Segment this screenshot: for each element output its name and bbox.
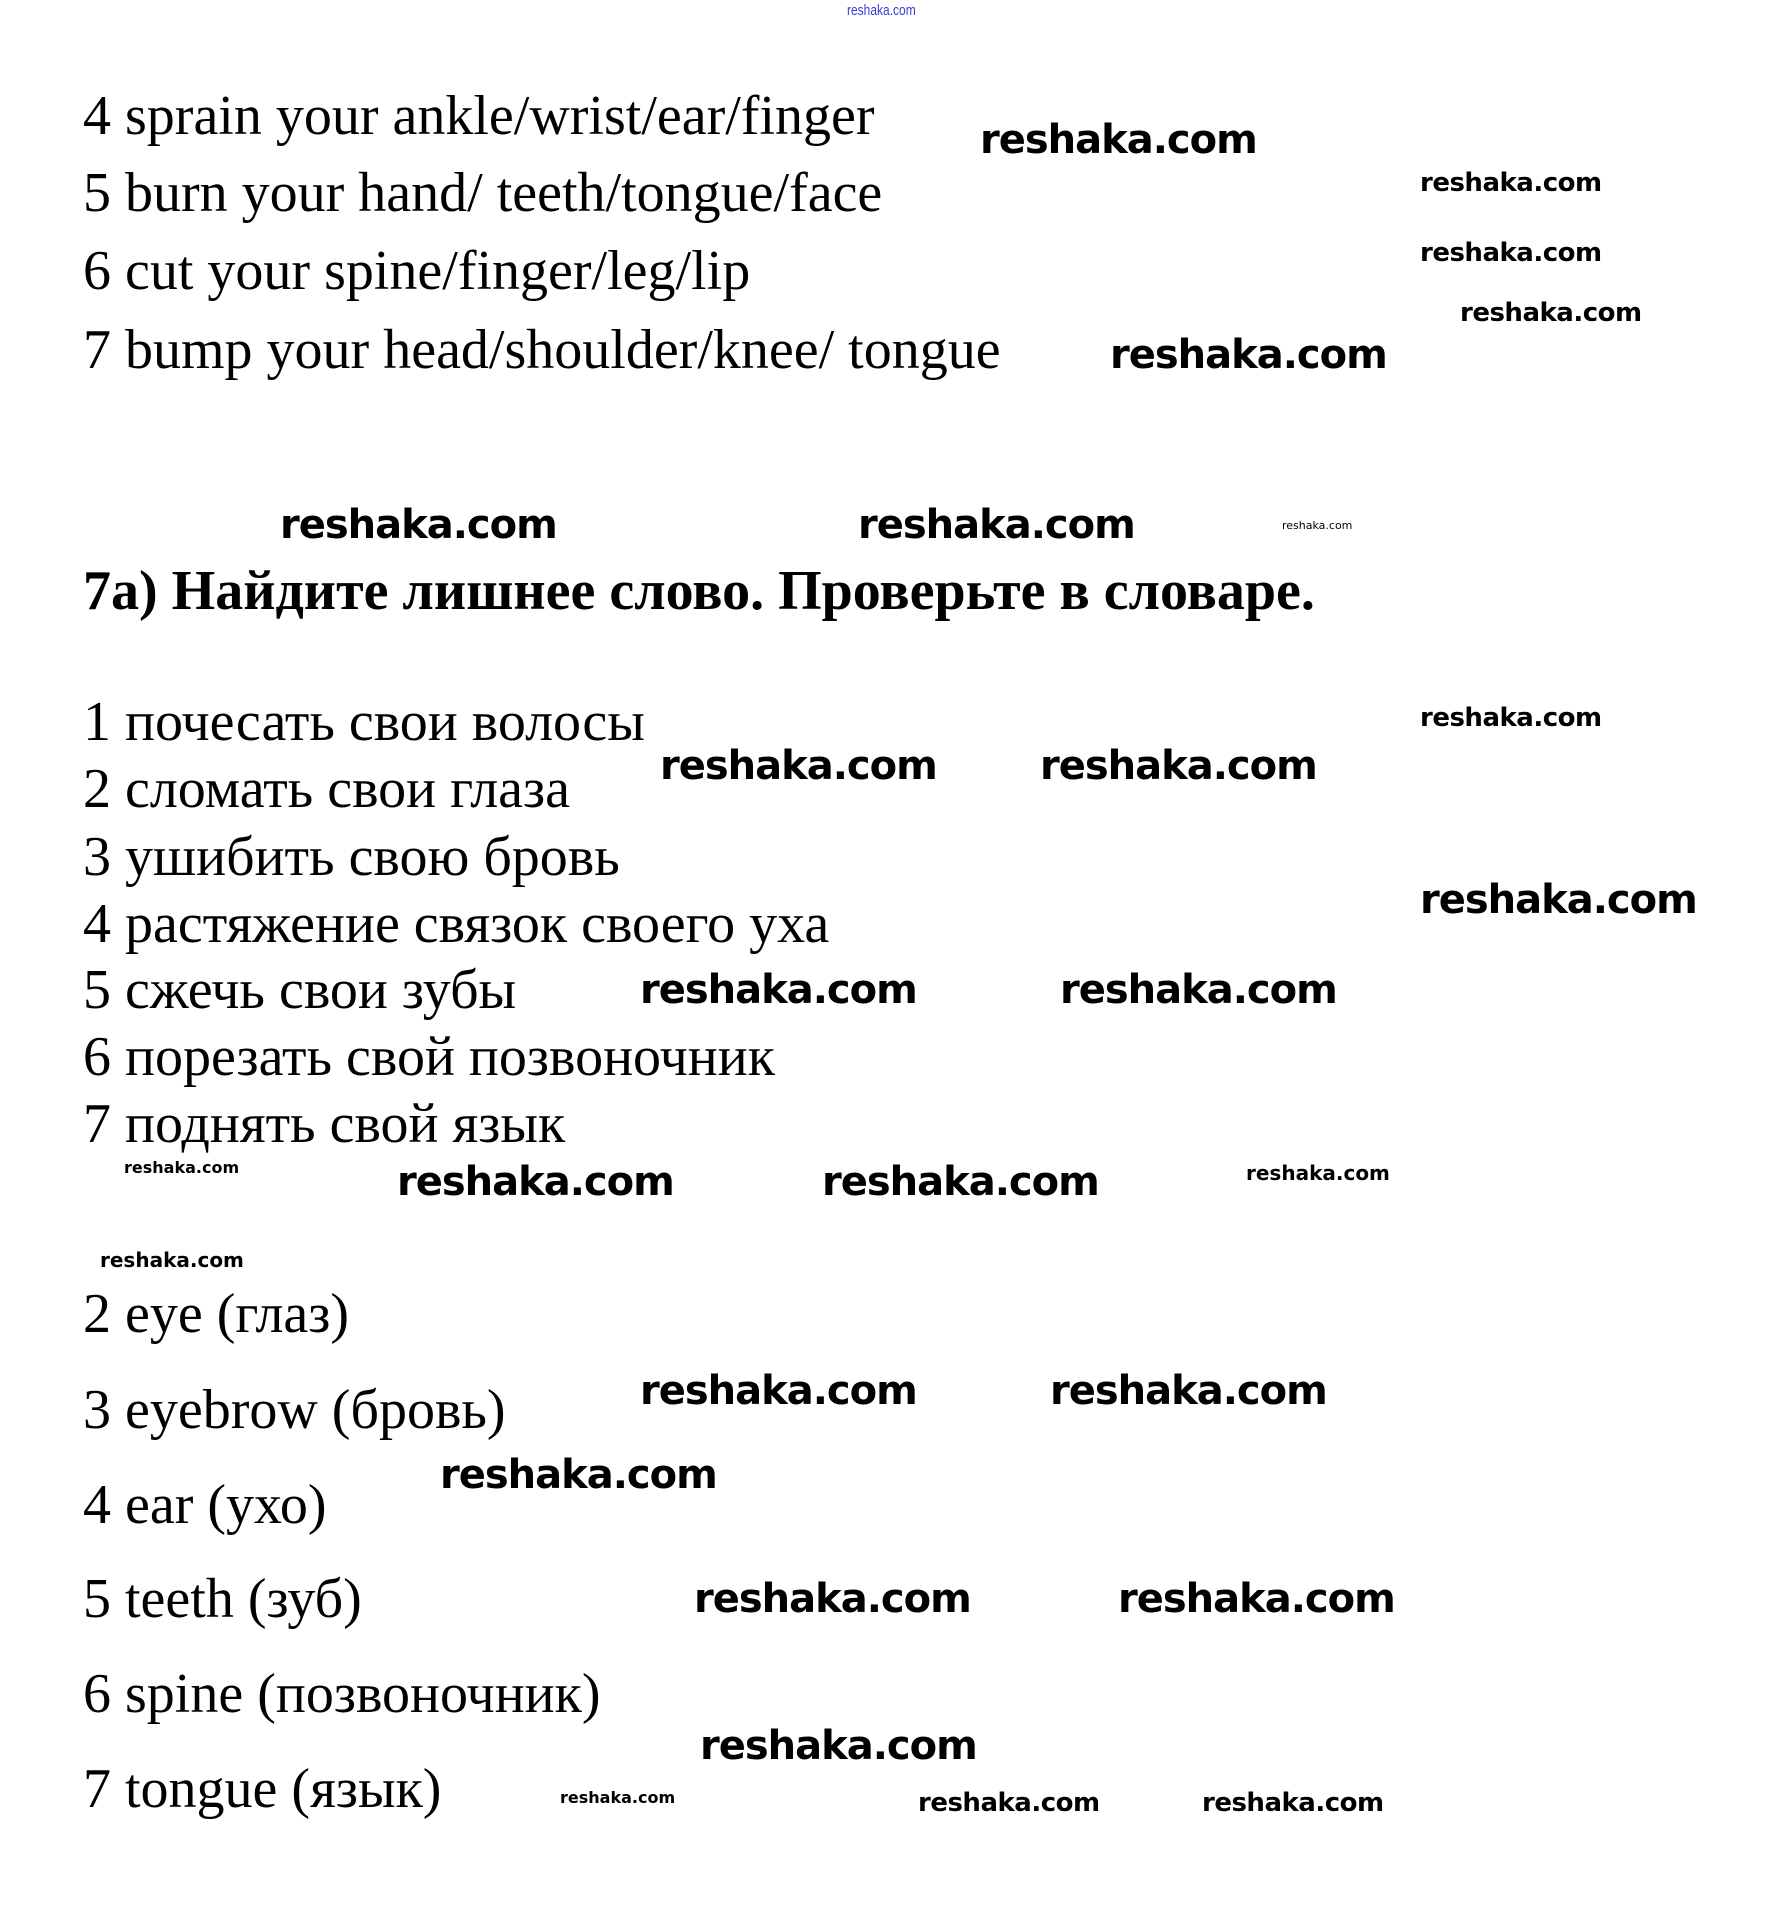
watermark: reshaka.com — [918, 1788, 1100, 1818]
watermark: reshaka.com — [700, 1723, 977, 1769]
watermark: reshaka.com — [1202, 1788, 1384, 1818]
answer-line: 3 eyebrow (бровь) — [83, 1379, 506, 1441]
exercise-line: 6 cut your spine/finger/leg/lip — [83, 240, 751, 302]
watermark: reshaka.com — [1050, 1368, 1327, 1414]
watermark: reshaka.com — [1420, 703, 1602, 733]
watermark: reshaka.com — [1246, 1161, 1390, 1185]
exercise-line: 5 burn your hand/ teeth/tongue/face — [83, 162, 883, 224]
answer-line: 2 eye (глаз) — [83, 1283, 350, 1345]
watermark: reshaka.com — [1420, 168, 1602, 198]
answer-line: 7 tongue (язык) — [83, 1758, 442, 1820]
watermark: reshaka.com — [822, 1159, 1099, 1205]
watermark: reshaka.com — [1460, 298, 1642, 328]
watermark: reshaka.com — [1110, 332, 1387, 378]
exercise-line: 4 sprain your ankle/wrist/ear/finger — [83, 85, 875, 147]
section-heading: 7а) Найдите лишнее слово. Проверьте в словаре. — [83, 560, 1315, 622]
translation-line: 4 растяжение связок своего уха — [83, 893, 830, 955]
watermark: reshaka.com — [640, 967, 917, 1013]
header-watermark-link[interactable]: reshaka.com — [847, 2, 916, 19]
answer-line: 4 ear (ухо) — [83, 1474, 327, 1536]
exercise-line: 7 bump your head/shoulder/knee/ tongue — [83, 319, 1001, 381]
watermark: reshaka.com — [980, 117, 1257, 163]
translation-line: 6 порезать свой позвоночник — [83, 1026, 775, 1088]
translation-line: 3 ушибить свою бровь — [83, 826, 620, 888]
watermark: reshaka.com — [694, 1576, 971, 1622]
answer-line: 6 spine (позвоночник) — [83, 1663, 601, 1725]
watermark: reshaka.com — [1060, 967, 1337, 1013]
watermark: reshaka.com — [858, 502, 1135, 548]
watermark: reshaka.com — [397, 1159, 674, 1205]
watermark: reshaka.com — [124, 1158, 240, 1177]
watermark: reshaka.com — [100, 1248, 244, 1272]
watermark: reshaka.com — [1420, 238, 1602, 268]
translation-line: 7 поднять свой язык — [83, 1093, 566, 1155]
translation-line: 5 сжечь свои зубы — [83, 959, 517, 1021]
translation-line: 2 сломать свои глаза — [83, 758, 570, 820]
answer-line: 5 teeth (зуб) — [83, 1568, 362, 1630]
watermark: reshaka.com — [1420, 877, 1697, 923]
watermark: reshaka.com — [660, 743, 937, 789]
watermark: reshaka.com — [560, 1788, 676, 1807]
watermark: reshaka.com — [1118, 1576, 1395, 1622]
watermark: reshaka.com — [1282, 519, 1353, 532]
watermark: reshaka.com — [640, 1368, 917, 1414]
translation-line: 1 почесать свои волосы — [83, 691, 645, 753]
watermark: reshaka.com — [440, 1452, 717, 1498]
watermark: reshaka.com — [280, 502, 557, 548]
watermark: reshaka.com — [1040, 743, 1317, 789]
